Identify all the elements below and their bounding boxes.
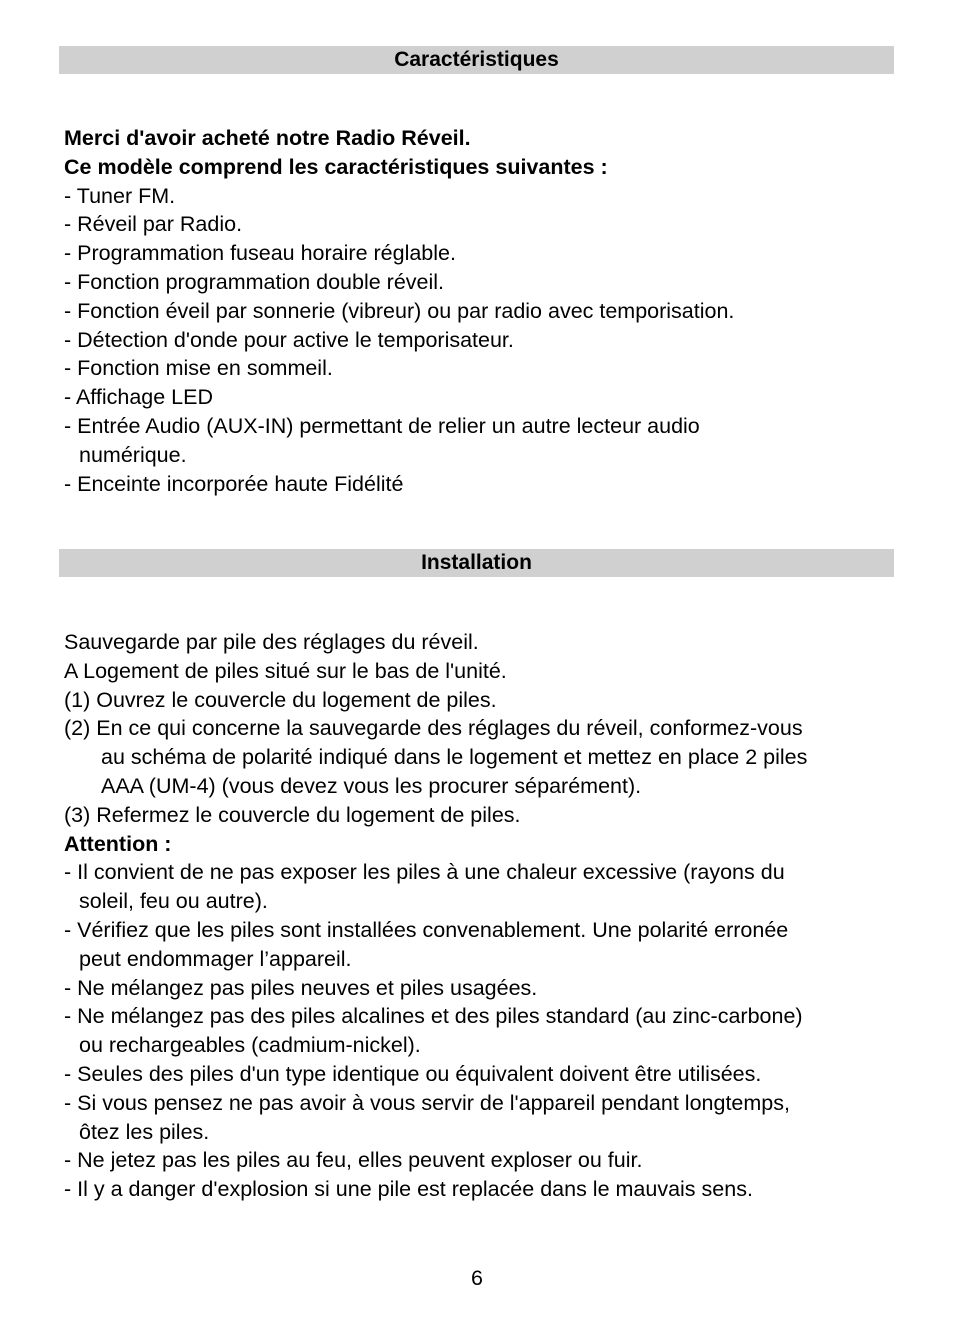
feature-item: - Affichage LED bbox=[64, 385, 213, 410]
warning-item: - Si vous pensez ne pas avoir à vous servir de l'appareil pendant longtemps, bbox=[64, 1090, 790, 1115]
feature-item-continuation: numérique. bbox=[79, 442, 187, 467]
installation-line: A Logement de piles situé sur le bas de l'unité. bbox=[64, 658, 507, 683]
feature-item: - Fonction mise en sommeil. bbox=[64, 356, 333, 381]
installation-step: (2) En ce qui concerne la sauvegarde des réglages du réveil, conformez-vous bbox=[64, 716, 803, 741]
intro-line: Merci d'avoir acheté notre Radio Réveil. bbox=[64, 126, 471, 150]
page-number: 6 bbox=[471, 1266, 483, 1290]
attention-label: Attention : bbox=[64, 831, 172, 856]
installation-body bbox=[64, 628, 904, 1204]
warning-item: - Seules des piles d'un type identique ou équivalent doivent être utilisées. bbox=[64, 1061, 762, 1086]
installation-step: (1) Ouvrez le couvercle du logement de piles. bbox=[64, 687, 497, 712]
warning-item: - Ne mélangez pas des piles alcalines et des piles standard (au zinc-carbone) bbox=[64, 1004, 803, 1029]
features-section-title: Caractéristiques bbox=[394, 48, 559, 71]
warning-item-continuation: soleil, feu ou autre). bbox=[79, 889, 268, 914]
feature-item: - Programmation fuseau horaire réglable. bbox=[64, 241, 456, 266]
installation-step: (3) Refermez le couvercle du logement de piles. bbox=[64, 802, 521, 827]
features-section-header bbox=[59, 46, 894, 74]
feature-item: - Fonction éveil par sonnerie (vibreur) ou par radio avec temporisation. bbox=[64, 298, 735, 323]
warning-item: - Il convient de ne pas exposer les piles à une chaleur excessive (rayons du bbox=[64, 860, 785, 885]
feature-item: - Tuner FM. bbox=[64, 183, 176, 208]
feature-item: - Réveil par Radio. bbox=[64, 212, 243, 237]
feature-item: - Détection d'onde pour active le temporisateur. bbox=[64, 327, 514, 352]
installation-section-header bbox=[59, 549, 894, 577]
warning-item: - Ne mélangez pas piles neuves et piles usagées. bbox=[64, 975, 538, 1000]
installation-step-continuation: au schéma de polarité indiqué dans le logement et mettez en place 2 piles bbox=[101, 745, 808, 770]
installation-line: Sauvegarde par pile des réglages du réveil. bbox=[64, 630, 479, 654]
feature-item: - Enceinte incorporée haute Fidélité bbox=[64, 471, 404, 496]
features-body bbox=[64, 124, 904, 498]
warning-item-continuation: ou rechargeables (cadmium-nickel). bbox=[79, 1033, 421, 1058]
warning-item-continuation: ôtez les piles. bbox=[79, 1119, 210, 1144]
feature-item: - Fonction programmation double réveil. bbox=[64, 269, 445, 294]
feature-item: - Entrée Audio (AUX-IN) permettant de relier un autre lecteur audio bbox=[64, 413, 700, 438]
warning-item: - Vérifiez que les piles sont installées convenablement. Une polarité erronée bbox=[64, 917, 789, 942]
warning-item: - Il y a danger d'explosion si une pile est replacée dans le mauvais sens. bbox=[64, 1177, 753, 1202]
installation-step-continuation: AAA (UM-4) (vous devez vous les procurer séparément). bbox=[101, 773, 642, 798]
installation-section-title: Installation bbox=[421, 551, 532, 574]
warning-item-continuation: peut endommager l’appareil. bbox=[79, 946, 352, 971]
warning-item: - Ne jetez pas les piles au feu, elles peuvent exploser ou fuir. bbox=[64, 1148, 643, 1173]
intro-line: Ce modèle comprend les caractéristiques suivantes : bbox=[64, 154, 608, 179]
